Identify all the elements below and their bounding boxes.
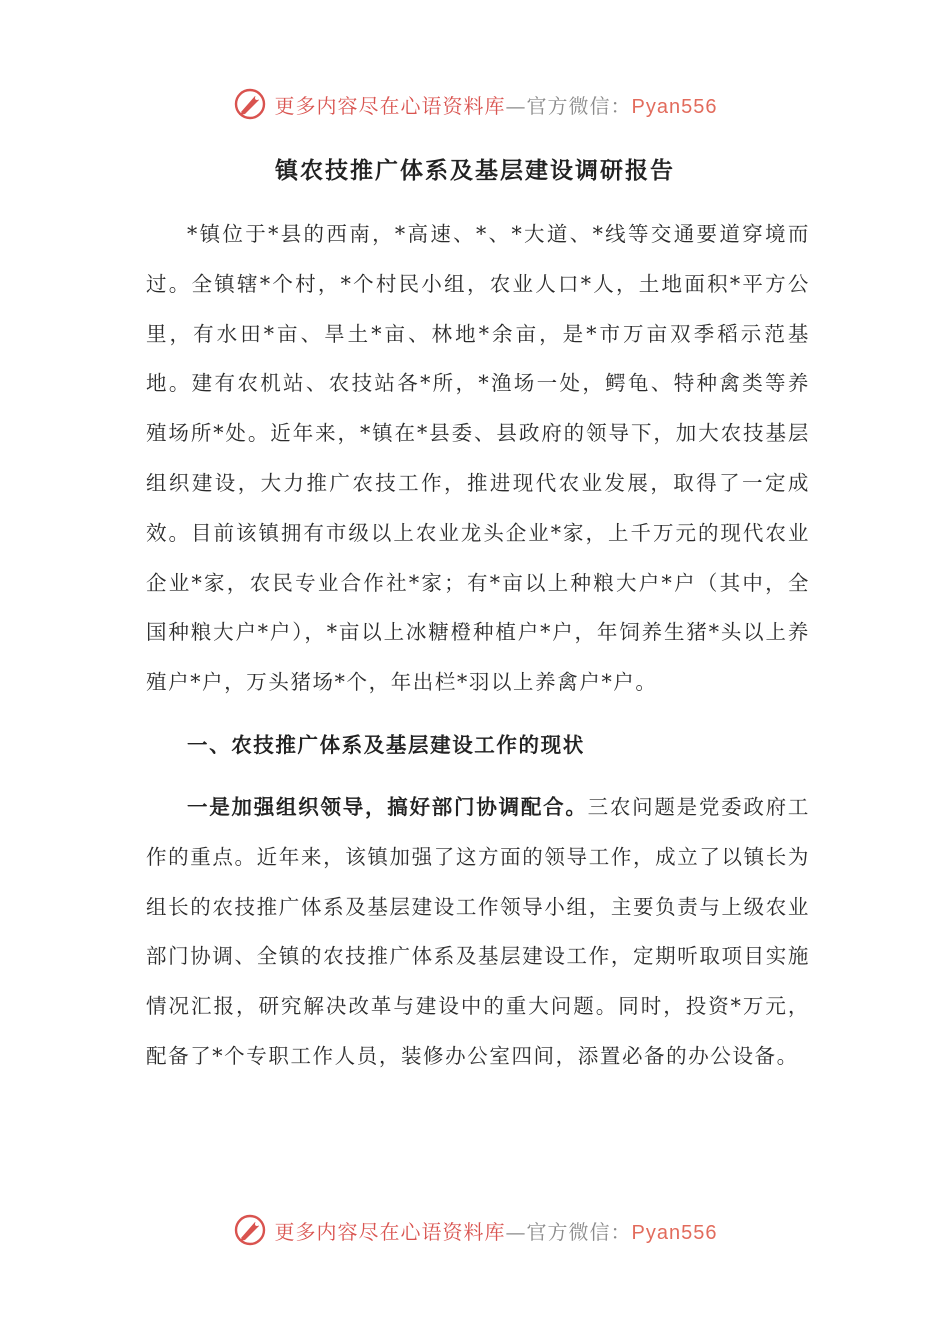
pen-nib-circle-icon — [233, 1213, 267, 1247]
watermark-sub-text: —官方微信： — [505, 93, 632, 118]
watermark-text — [275, 90, 718, 119]
watermark-wechat-id: Pyan556 — [631, 95, 718, 118]
watermark-wechat-id: Pyan556 — [631, 1221, 718, 1244]
watermark-main-text: 更多内容尽在心语资料库 — [274, 93, 506, 118]
section-heading: 一、农技推广体系及基层建设工作的现状 — [187, 733, 585, 757]
header-watermark-banner — [0, 84, 950, 124]
document-title: 镇农技推广体系及基层建设调研报告 — [275, 157, 675, 184]
pen-nib-circle-icon — [233, 87, 267, 121]
footer-watermark-banner — [0, 1210, 950, 1250]
watermark-sub-text: —官方微信： — [505, 1219, 632, 1244]
watermark-main-text: 更多内容尽在心语资料库 — [274, 1219, 506, 1244]
point-1-body: 三农问题是党委政府工作的重点。近年来，该镇加强了这方面的领导工作，成立了以镇长为组长的农技推广体系及基层建设工作领导小组，主要负责与上级农业部门协调、全镇的农技推广体系及基层建设工作，定期听取项目实施情况汇报，研究解决改革与建设中的重大问题。同时，投资*万元，配备了*个专职工作人员，装修办公室四间，添置必备的办公设备。 — [146, 795, 810, 1068]
point-1-lead: 一是加强组织领导，搞好部门协调配合。 — [187, 795, 588, 819]
watermark-text — [275, 1216, 718, 1245]
intro-paragraph: *镇位于*县的西南，*高速、*、*大道、*线等交通要道穿境而过。全镇辖*个村，*个村民小组，农业人口*人，土地面积*平方公里，有水田*亩、旱土*亩、林地*余亩，是*市万亩双季稻示范基地。建有农机站、农技站各*所，*渔场一处，鳄龟、特种禽类等养殖场所*处。近年来，*镇在*县委、县政府的领导下，加大农技基层组织建设，大力推广农技工作，推进现代农业发展，取得了一定成效。目前该镇拥有市级以上农业龙头企业*家，上千万元的现代农业企业*家，农民专业合作社*家；有*亩以上种粮大户*户（其中，全国种粮大户*户），*亩以上冰糖橙种植户*户，年饲养生猪*头以上养殖户*户，万头猪场*个，年出栏*羽以上养禽户*户。 — [146, 222, 810, 695]
point-1-paragraph — [146, 783, 810, 1082]
